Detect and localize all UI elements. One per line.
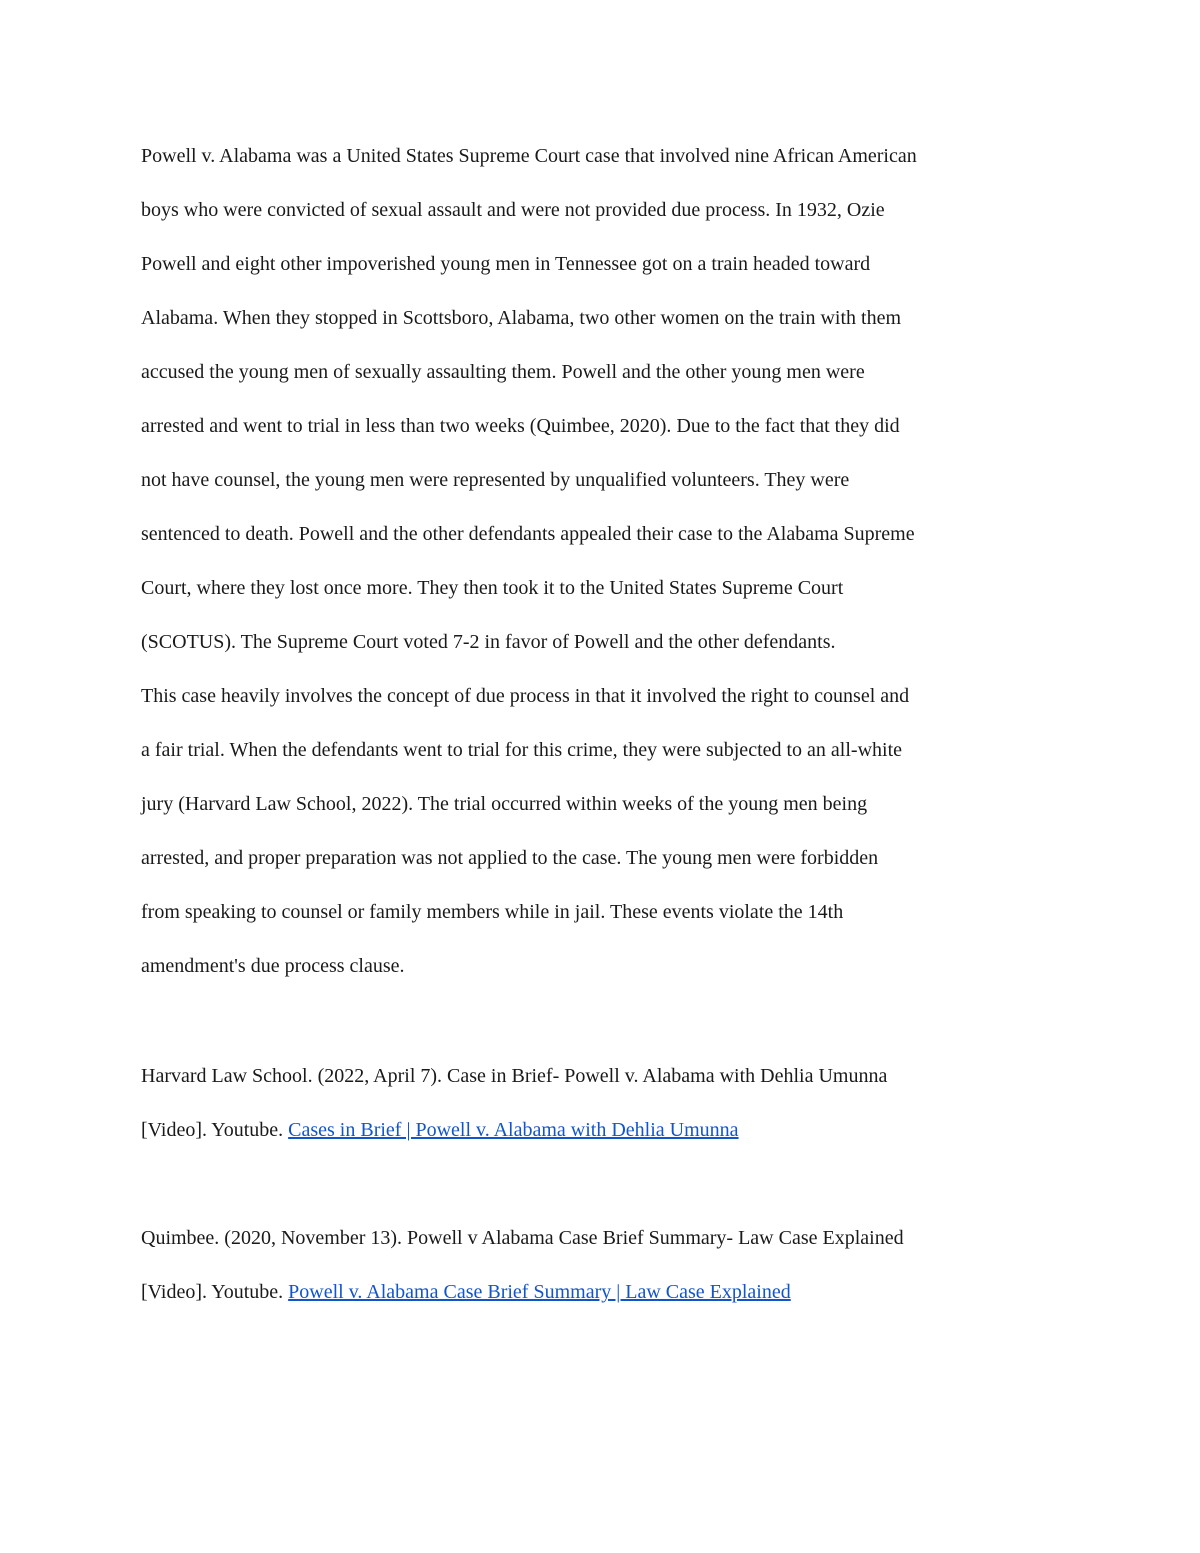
reference-citation: Harvard Law School. (2022, April 7). Case in Brief- Powell v. Alabama with Dehlia Umunna [141,1065,888,1087]
reference-video-link[interactable]: Powell v. Alabama Case Brief Summary | Law Case Explained [288,1281,791,1303]
body-paragraph [141,129,1071,993]
reference-source-prefix: [Video]. Youtube. [141,1281,289,1303]
reference-source-prefix: [Video]. Youtube. [141,1119,289,1141]
paragraph-line: (SCOTUS). The Supreme Court voted 7-2 in favor of Powell and the other defendants. [141,631,836,653]
paragraph-line: amendment's due process clause. [141,955,405,977]
paragraph-line: Court, where they lost once more. They then took it to the United States Supreme Court [141,577,844,599]
reference-source-line [141,1265,1071,1319]
paragraph-line: not have counsel, the young men were represented by unqualified volunteers. They were [141,469,850,491]
paragraph-line: Powell v. Alabama was a United States Supreme Court case that involved nine African American [141,145,917,167]
paragraph-line: sentenced to death. Powell and the other defendants appealed their case to the Alabama Supreme [141,523,915,545]
paragraph-line: accused the young men of sexually assaulting them. Powell and the other young men were [141,361,865,383]
paragraph-line: Powell and eight other impoverished young men in Tennessee got on a train headed toward [141,253,871,275]
paragraph-line: boys who were convicted of sexual assault and were not provided due process. In 1932, Ozie [141,199,885,221]
paragraph-line: a fair trial. When the defendants went to trial for this crime, they were subjected to an all-white [141,739,903,761]
reference-citation: Quimbee. (2020, November 13). Powell v Alabama Case Brief Summary- Law Case Explained [141,1227,904,1249]
reference-video-link[interactable]: Cases in Brief | Powell v. Alabama with Dehlia Umunna [288,1119,739,1141]
paragraph-line: from speaking to counsel or family members while in jail. These events violate the 14th [141,901,844,923]
reference-entry-quimbee [141,1211,1071,1319]
reference-entry-harvard [141,1049,1071,1157]
paragraph-line: This case heavily involves the concept of due process in that it involved the right to counsel and [141,685,910,707]
paragraph-line: Alabama. When they stopped in Scottsboro, Alabama, two other women on the train with them [141,307,902,329]
reference-source-line [141,1103,1071,1157]
paragraph-line: arrested and went to trial in less than two weeks (Quimbee, 2020). Due to the fact that they did [141,415,900,437]
paragraph-line: arrested, and proper preparation was not applied to the case. The young men were forbidden [141,847,879,869]
paragraph-line: jury (Harvard Law School, 2022). The trial occurred within weeks of the young men being [141,793,868,815]
